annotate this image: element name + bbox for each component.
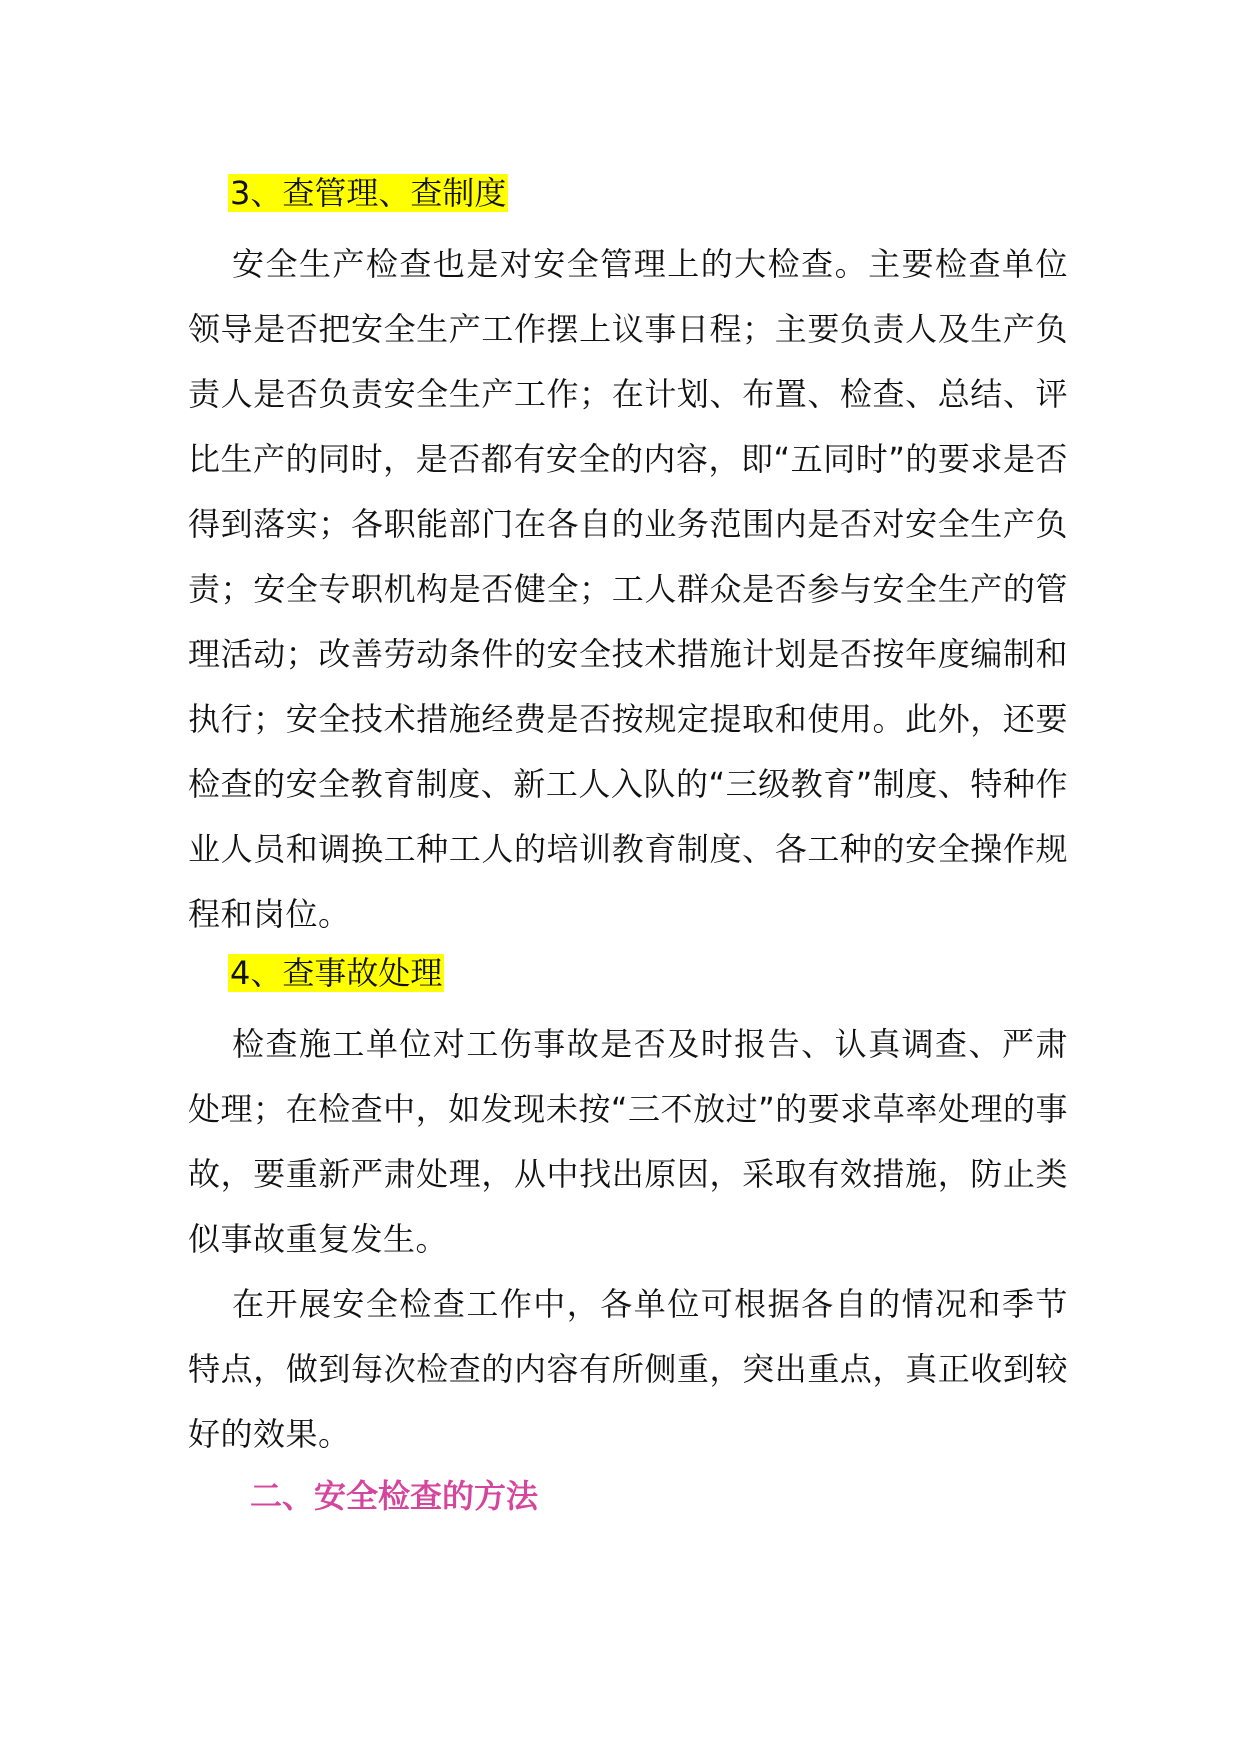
heading-4-text: 4、查事故处理 [230, 954, 443, 992]
paragraph-accident-handling: 检查施工单位对工伤事故是否及时报告、认真调查、严肃处理；在检查中，如发现未按“三不放过”的要求草率处理的事故，要重新严肃处理，从中找出原因，采取有效措施，防止类似事故重复发生。 [188, 1025, 1068, 1258]
paragraph-management-check: 安全生产检查也是对安全管理上的大检查。主要检查单位领导是否把安全生产工作摆上议事日程；主要负责人及生产负责人是否负责安全生产工作；在计划、布置、检查、总结、评比生产的同时，是否都有安全的内容，即“五同时”的要求是否得到落实；各职能部门在各自的业务范围内是否对安全生产负责；安全专职机构是否健全；工人群众是否参与安全生产的管理活动；改善劳动条件的安全技术措施计划是否按年度编制和执行；安全技术措施经费是否按规定提取和使用。此外，还要检查的安全教育制度、新工人入队的“三级教育”制度、特种作业人员和调换工种工人的培训教育制度、各工种的安全操作规程和岗位。 [188, 245, 1068, 933]
section-title-inspection-methods: 二、安全检查的方法 [250, 1477, 539, 1515]
heading-4 [228, 952, 444, 994]
paragraph-summary: 在开展安全检查工作中，各单位可根据各自的情况和季节特点，做到每次检查的内容有所侧重，突出重点，真正收到较好的效果。 [188, 1285, 1068, 1453]
heading-3-text: 3、查管理、查制度 [230, 174, 507, 212]
heading-3 [228, 172, 508, 214]
